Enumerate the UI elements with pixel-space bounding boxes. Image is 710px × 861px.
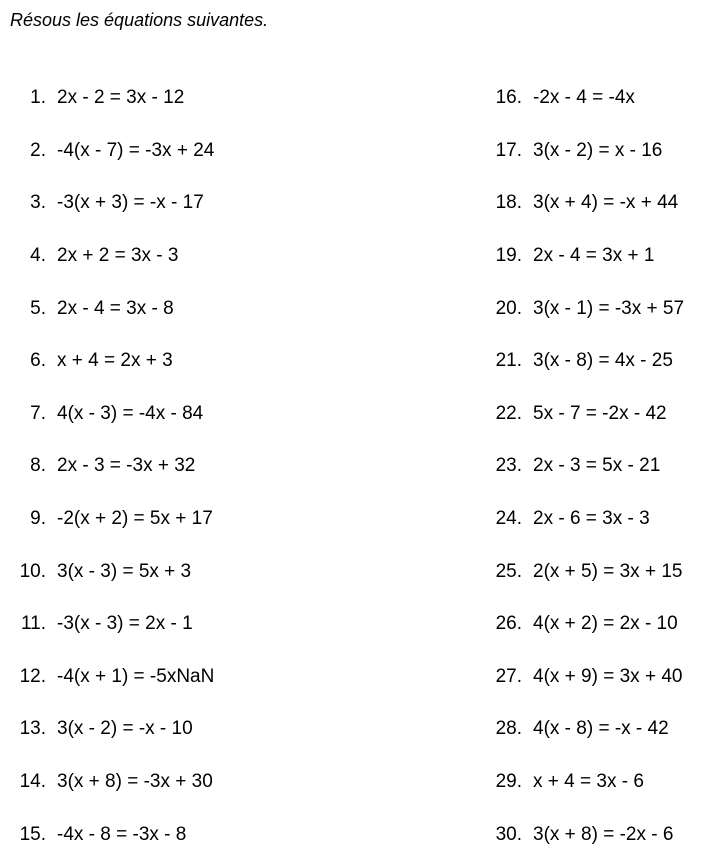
- equation-text: -4(x + 1) = -5xNaN: [57, 665, 215, 687]
- equation-item: [0, 335, 214, 388]
- equation-item: [476, 440, 684, 493]
- equation-number: 30.: [495, 823, 522, 845]
- equation-item: [0, 703, 214, 756]
- equation-number: 20.: [495, 297, 522, 319]
- equation-number: 29.: [495, 771, 522, 793]
- equation-item: [476, 388, 684, 441]
- equation-text: 3(x - 3) = 5x + 3: [57, 560, 192, 582]
- equation-text: 2x - 3 = 5x - 21: [533, 455, 661, 477]
- equation-item: [0, 598, 214, 651]
- equation-text: 3(x + 4) = -x + 44: [533, 192, 679, 214]
- equation-number: 7.: [30, 402, 46, 424]
- equation-item: [0, 177, 214, 230]
- equation-number: 3.: [30, 192, 46, 214]
- equation-item: [0, 545, 214, 598]
- equation-item: [0, 651, 214, 704]
- equation-number: 12.: [19, 665, 46, 687]
- instruction-heading: Résous les équations suivantes.: [10, 10, 269, 30]
- equation-text: 3(x - 8) = 4x - 25: [533, 350, 673, 372]
- equation-item: [0, 230, 214, 283]
- equation-text: 2x - 2 = 3x - 12: [57, 87, 185, 109]
- equation-item: [476, 808, 684, 861]
- equation-number: 13.: [19, 718, 46, 740]
- equation-number: 28.: [495, 718, 522, 740]
- equation-text: 4(x + 9) = 3x + 40: [533, 665, 683, 687]
- equation-text: 3(x - 2) = -x - 10: [57, 718, 193, 740]
- equation-list-left: [0, 72, 214, 861]
- equation-number: 10.: [19, 560, 46, 582]
- equation-number: 15.: [19, 823, 46, 845]
- equation-text: -2(x + 2) = 5x + 17: [57, 508, 213, 530]
- equation-text: 3(x - 1) = -3x + 57: [533, 297, 685, 319]
- equation-item: [0, 282, 214, 335]
- equation-number: 21.: [495, 350, 522, 372]
- equation-text: x + 4 = 3x - 6: [533, 771, 644, 793]
- equation-item: [476, 703, 684, 756]
- equation-number: 27.: [495, 665, 522, 687]
- equation-number: 16.: [495, 87, 522, 109]
- equation-text: x + 4 = 2x + 3: [57, 350, 173, 372]
- equation-number: 8.: [30, 455, 46, 477]
- equation-text: -2x - 4 = -4x: [533, 87, 635, 109]
- equation-item: [476, 756, 684, 809]
- equation-number: 18.: [495, 192, 522, 214]
- equation-number: 22.: [495, 402, 522, 424]
- equation-text: 2(x + 5) = 3x + 15: [533, 560, 683, 582]
- equation-text: 2x - 6 = 3x - 3: [533, 508, 650, 530]
- equation-item: [476, 335, 684, 388]
- equation-item: [0, 388, 214, 441]
- equation-item: [476, 125, 684, 178]
- equation-list-right: [476, 72, 684, 861]
- equation-number: 19.: [495, 245, 522, 267]
- equation-number: 24.: [495, 508, 522, 530]
- equation-text: 4(x - 3) = -4x - 84: [57, 402, 204, 424]
- equation-number: 14.: [19, 771, 46, 793]
- equation-text: 2x + 2 = 3x - 3: [57, 245, 179, 267]
- equation-item: [476, 72, 684, 125]
- equation-number: 23.: [495, 455, 522, 477]
- equation-item: [476, 282, 684, 335]
- equation-number: 4.: [30, 245, 46, 267]
- equation-item: [0, 493, 214, 546]
- equation-text: 2x - 4 = 3x - 8: [57, 297, 174, 319]
- equation-text: -3(x - 3) = 2x - 1: [57, 613, 193, 635]
- equation-text: 2x - 3 = -3x + 32: [57, 455, 196, 477]
- equation-text: -4(x - 7) = -3x + 24: [57, 139, 215, 161]
- equation-item: [476, 598, 684, 651]
- equation-number: 6.: [30, 350, 46, 372]
- equation-number: 17.: [495, 139, 522, 161]
- equation-number: 1.: [30, 87, 46, 109]
- equation-text: 3(x + 8) = -3x + 30: [57, 771, 213, 793]
- equation-item: [476, 545, 684, 598]
- equation-item: [0, 756, 214, 809]
- equation-text: -4x - 8 = -3x - 8: [57, 823, 187, 845]
- equation-item: [0, 125, 214, 178]
- equation-number: 5.: [30, 297, 46, 319]
- equation-item: [476, 177, 684, 230]
- equation-number: 9.: [30, 508, 46, 530]
- equation-text: 4(x + 2) = 2x - 10: [533, 613, 678, 635]
- equation-item: [0, 808, 214, 861]
- equation-number: 11.: [20, 613, 46, 635]
- equation-item: [476, 651, 684, 704]
- equation-item: [0, 72, 214, 125]
- equation-text: 5x - 7 = -2x - 42: [533, 402, 667, 424]
- equation-number: 26.: [495, 613, 522, 635]
- equation-number: 2.: [30, 139, 46, 161]
- equation-text: 3(x + 8) = -2x - 6: [533, 823, 674, 845]
- equation-item: [476, 493, 684, 546]
- equation-item: [0, 440, 214, 493]
- equation-item: [476, 230, 684, 283]
- equation-text: 2x - 4 = 3x + 1: [533, 245, 655, 267]
- equation-number: 25.: [495, 560, 522, 582]
- equation-text: -3(x + 3) = -x - 17: [57, 192, 204, 214]
- equation-text: 4(x - 8) = -x - 42: [533, 718, 669, 740]
- equation-text: 3(x - 2) = x - 16: [533, 139, 663, 161]
